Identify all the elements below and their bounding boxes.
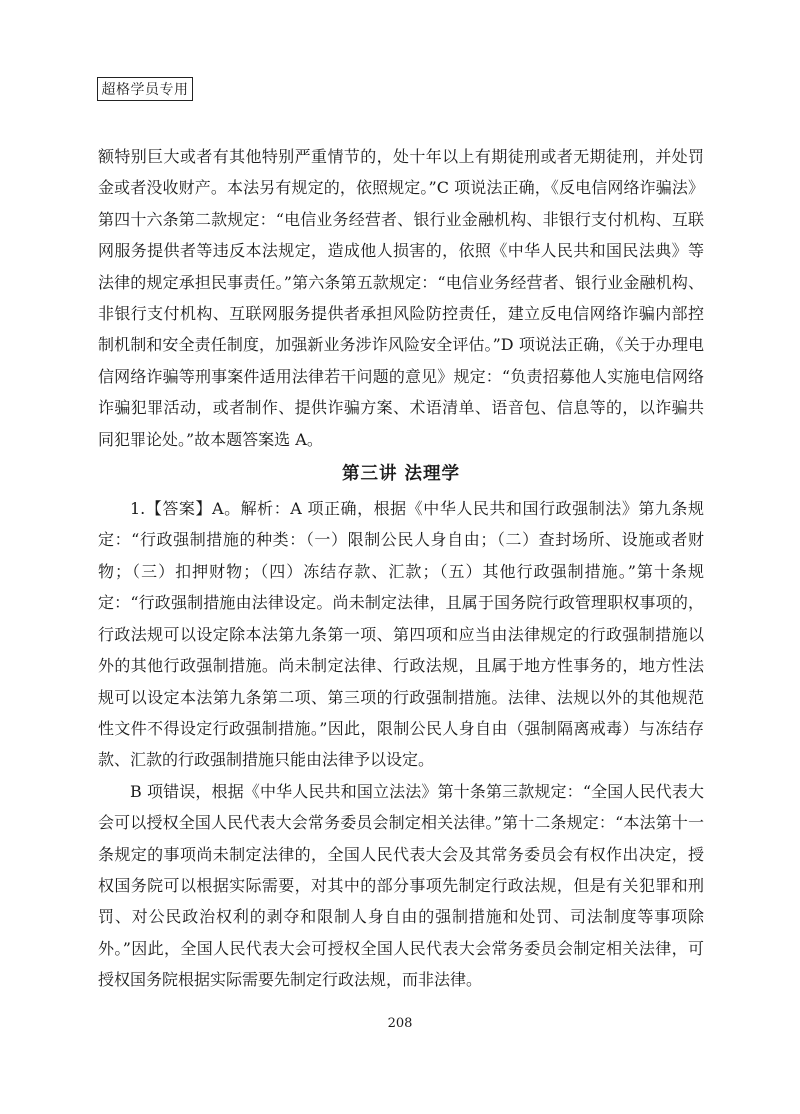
student-only-label: 超格学员专用 [97,77,193,101]
document-body [98,141,704,996]
paragraph-option-b: B 项错误，根据《中华人民共和国立法法》第十条第三款规定：“全国人民代表大会可以授权全国人民代表大会常务委员会制定相关法律。”第十二条规定：“本法第十一条规定的事项尚未制定法律的，全国人民代表大会及其常务委员会有权作出决定，授权国务院可以根据实际需要，对其中的部分事项先制定行政法规，但是有关犯罪和刑罚、对公民政治权利的剥夺和限制人身自由的强制措施和处罚、司法制度等事项除外。”因此，全国人民代表大会可授权全国人民代表大会常务委员会制定相关法律，可授权国务院根据实际需要先制定行政法规，而非法律。 [98,781,704,990]
section-title: 第三讲 法理学 [341,464,461,485]
page-number: 208 [387,1016,413,1031]
paragraph-answer-1: 1.【答案】A。解析：A 项正确，根据《中华人民共和国行政强制法》第九条规定：“行政强制措施的种类：（一）限制公民人身自由；（二）查封场所、设施或者财物；（三）扣押财物；（四）冻结存款、汇款；（五）其他行政强制措施。”第十条规定：“行政强制措施由法律设定。尚未制定法律，且属于国务院行政管理职权事项的，行政法规可以设定除本法第九条第一项、第四项和应当由法律规定的行政强制措施以外的其他行政强制措施。尚未制定法律、行政法规，且属于地方性事务的，地方性法规可以设定本法第九条第二项、第三项的行政强制措施。法律、法规以外的其他规范性文件不得设定行政强制措施。”因此，限制公民人身自由（强制隔离戒毒）与冻结存款、汇款的行政强制措施只能由法律予以设定。 [98,499,704,770]
paragraph-continuation: 额特别巨大或者有其他特别严重情节的，处十年以上有期徒刑或者无期徒刑，并处罚金或者没收财产。本法另有规定的，依照规定。”C 项说法正确，《反电信网络诈骗法》第四十六条第二款规定：“电信业务经营者、银行业金融机构、非银行支付机构、互联网服务提供者等违反本法规定，造成他人损害的，依照《中华人民共和国民法典》等法律的规定承担民事责任。”第六条第五款规定：“电信业务经营者、银行业金融机构、非银行支付机构、互联网服务提供者承担风险防控责任，建立反电信网络诈骗内部控制机制和安全责任制度，加强新业务涉诈风险安全评估。”D 项说法正确，《关于办理电信网络诈骗等刑事案件适用法律若干问题的意见》规定：“负责招募他人实施电信网络诈骗犯罪活动，或者制作、提供诈骗方案、术语清单、语音包、信息等的，以诈骗共同犯罪论处。”故本题答案选 A。 [98,147,704,449]
